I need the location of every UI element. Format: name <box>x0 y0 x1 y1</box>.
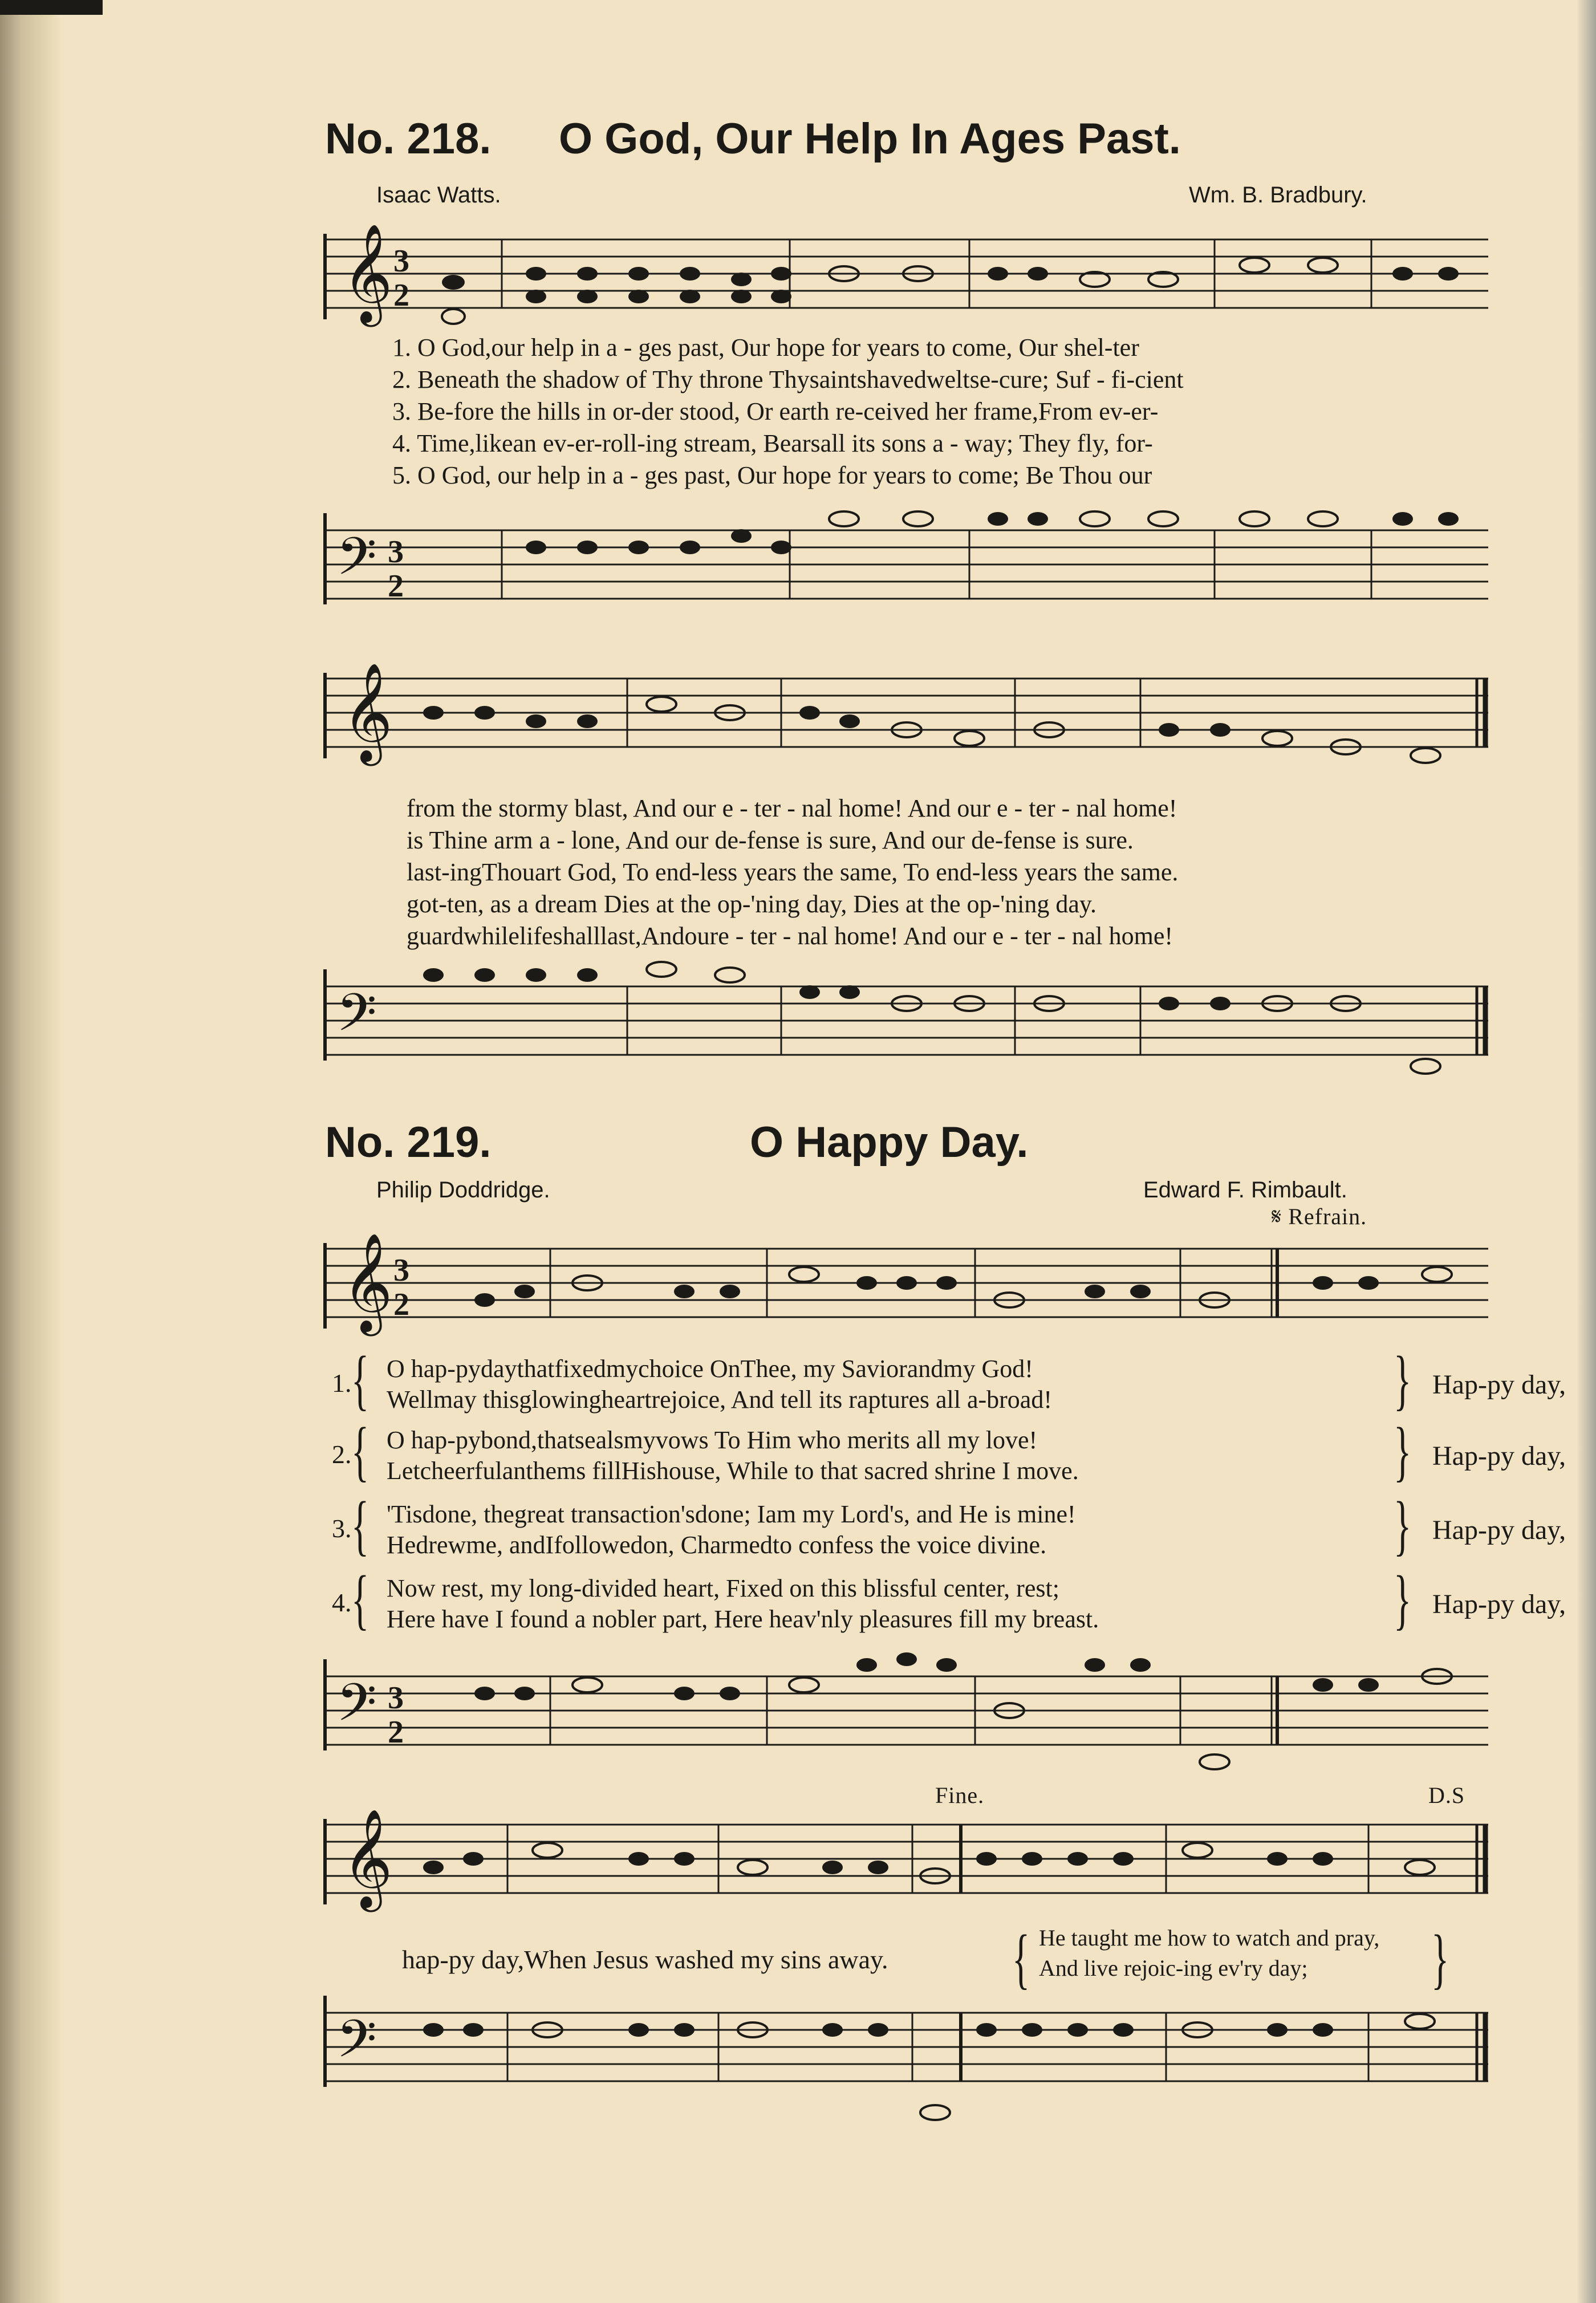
verse-line: Here have I found a nobler part, Here heav'nly pleasures fill my breast. <box>387 1605 1099 1633</box>
svg-text:𝄢: 𝄢 <box>336 2009 377 2082</box>
verse-line: Hedrewme, andIfollowedon, Charmedto confess the voice divine. <box>387 1531 1047 1559</box>
svg-text:2: 2 <box>388 1715 404 1750</box>
fine-mark: Fine. <box>935 1782 985 1808</box>
verse-219-1 <box>332 1342 1566 1423</box>
bass-staff-219-1 <box>319 1648 1494 1779</box>
verse-line: got-ten, as a dream Dies at the op-'ning day, Dies at the op-'ning day. <box>407 890 1097 918</box>
verse-219-2 <box>332 1414 1566 1494</box>
book-gutter <box>0 0 62 2303</box>
verse-line: Letcheerfulanthems fillHishouse, While to that sacred shrine I move. <box>387 1457 1079 1485</box>
composer-218: Wm. B. Bradbury. <box>1189 182 1367 208</box>
brace-left: { <box>351 1414 369 1488</box>
hymn-number-218: No. 218. <box>325 115 492 163</box>
svg-text:𝄞: 𝄞 <box>342 663 393 762</box>
brace-right: } <box>1394 1414 1412 1488</box>
brace-left: { <box>1012 1921 1030 1996</box>
verse-line: from the stormy blast, And our e - ter - nal home! And our e - ter - nal home! <box>407 794 1177 822</box>
refrain-text: Hap-py day, <box>1432 1370 1566 1400</box>
page-edge-right <box>1577 0 1596 2303</box>
hymn-title-218: O God, Our Help In Ages Past. <box>559 115 1181 163</box>
svg-text:2: 2 <box>393 278 409 313</box>
refrain-text: Hap-py day, <box>1432 1441 1566 1471</box>
verse-line: Now rest, my long-divided heart, Fixed on this blissful center, rest; <box>387 1574 1059 1602</box>
svg-text:3: 3 <box>388 1680 404 1716</box>
svg-text:𝄞: 𝄞 <box>342 1233 393 1332</box>
svg-text:𝄢: 𝄢 <box>336 982 377 1055</box>
lyricist-219: Philip Doddridge. <box>376 1177 550 1203</box>
refrain-lyric: hap-py day,When Jesus washed my sins away. <box>402 1945 888 1974</box>
verse-line: 1. O God,our help in a - ges past, Our hope for years to come, Our shel-ter <box>392 334 1139 362</box>
verse-line: O hap-pybond,thatsealsmyvows To Him who merits all my love! <box>387 1426 1038 1454</box>
verse-number: 4. <box>332 1588 352 1617</box>
svg-text:3: 3 <box>388 534 404 570</box>
verse-line: guardwhilelifeshalllast,Andoure - ter - nal home! And our e - ter - nal home! <box>407 922 1173 950</box>
refrain-mark: 𝄋 Refrain. <box>1272 1204 1367 1229</box>
brace-right: } <box>1394 1488 1412 1562</box>
hymn-number-219: No. 219. <box>325 1118 492 1167</box>
treble-staff-218-1 <box>319 217 1494 348</box>
verse-line: 'Tisdone, thegreat transaction'sdone; Iam my Lord's, and He is mine! <box>387 1500 1076 1528</box>
verses-218-system-2 <box>407 793 1178 952</box>
svg-text:𝄞: 𝄞 <box>342 1809 393 1908</box>
verse-line: O hap-pydaythatfixedmychoice OnThee, my Saviorandmy God! <box>387 1355 1033 1383</box>
bass-staff-219-2 <box>319 1984 1494 2127</box>
middle-lyric-line: He taught me how to watch and pray, <box>1039 1925 1380 1951</box>
hymn-title-219: O Happy Day. <box>750 1118 1029 1167</box>
svg-text:𝄢: 𝄢 <box>336 526 377 599</box>
verse-number: 1. <box>332 1368 352 1398</box>
svg-text:3: 3 <box>393 243 409 279</box>
treble-staff-219-2 <box>319 1802 1494 1927</box>
bass-staff-218-2 <box>319 958 1494 1083</box>
composer-219: Edward F. Rimbault. <box>1143 1177 1347 1203</box>
refrain-text: Hap-py day, <box>1432 1589 1566 1619</box>
brace-right: } <box>1431 1921 1449 1996</box>
brace-right: } <box>1394 1342 1412 1417</box>
verse-line: Wellmay thisglowingheartrejoice, And tell its raptures all a-broad! <box>387 1386 1052 1414</box>
bass-staff-218-1 <box>319 502 1494 627</box>
svg-text:3: 3 <box>393 1253 409 1288</box>
verse-219-4 <box>332 1562 1566 1642</box>
svg-text:2: 2 <box>388 568 404 604</box>
verse-line: 2. Beneath the shadow of Thy throne Thysaintshavedweltse-cure; Suf - fi-cient <box>392 365 1184 393</box>
verse-line: last-ingThouart God, To end-less years the same, To end-less years the same. <box>407 858 1179 886</box>
treble-staff-218-2 <box>319 656 1494 781</box>
brace-left: { <box>351 1342 369 1417</box>
verse-219-3 <box>332 1488 1566 1568</box>
svg-text:𝄢: 𝄢 <box>336 1672 377 1745</box>
treble-staff-219-1 <box>319 1226 1494 1351</box>
brace-left: { <box>351 1488 369 1562</box>
verse-line: 4. Time,likean ev-er-roll-ing stream, Bearsall its sons a - way; They fly, for- <box>392 429 1153 457</box>
ds-mark: D.S <box>1428 1782 1465 1808</box>
verse-line: 3. Be-fore the hills in or-der stood, Or earth re-ceived her frame,From ev-er- <box>392 397 1159 425</box>
verses-218-system-1 <box>392 332 1184 492</box>
lyricist-218: Isaac Watts. <box>376 182 501 208</box>
brace-right: } <box>1394 1562 1412 1636</box>
svg-text:𝄞: 𝄞 <box>342 224 393 323</box>
refrain-text: Hap-py day, <box>1432 1515 1566 1545</box>
brace-left: { <box>351 1562 369 1636</box>
verse-line: 5. O God, our help in a - ges past, Our hope for years to come; Be Thou our <box>392 461 1152 489</box>
verse-number: 3. <box>332 1514 352 1543</box>
verse-number: 2. <box>332 1440 352 1469</box>
svg-text:2: 2 <box>393 1287 409 1322</box>
verse-line: is Thine arm a - lone, And our de-fense is sure, And our de-fense is sure. <box>407 826 1134 854</box>
middle-lyric-line: And live rejoic-ing ev'ry day; <box>1039 1955 1308 1981</box>
corner-mark <box>0 0 103 15</box>
